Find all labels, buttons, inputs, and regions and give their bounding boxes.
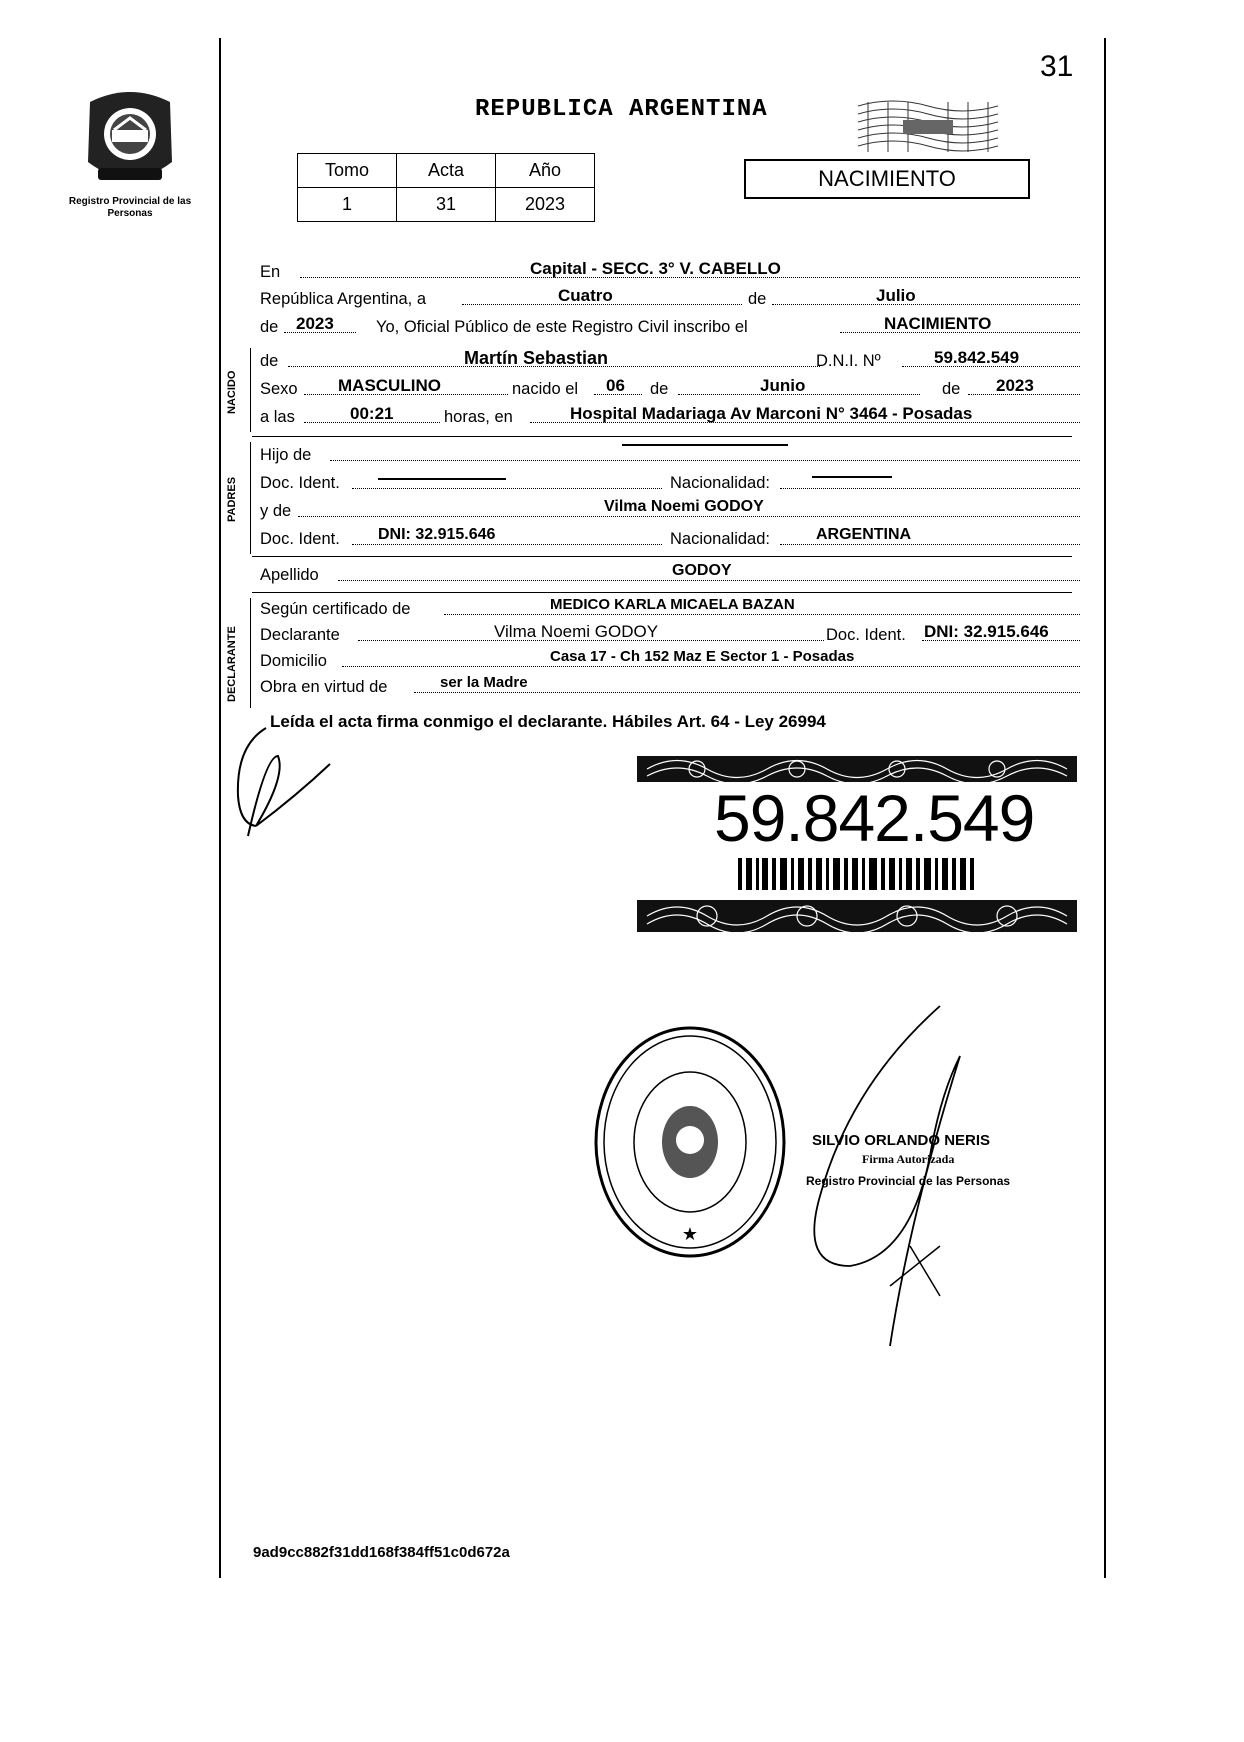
- registry-value-tomo: 1: [298, 188, 397, 222]
- declarante-value: Vilma Noemi GODOY: [494, 622, 659, 641]
- registry-header-acta: Acta: [397, 154, 496, 188]
- province-seal-logo: [80, 82, 180, 194]
- birth-de1-label: de: [650, 380, 669, 398]
- doc1-strike: [378, 478, 506, 480]
- dni-security-band-top: [637, 756, 1077, 782]
- mother-name: Vilma Noemi GODOY: [604, 498, 764, 515]
- declarante-doc-label: Doc. Ident.: [826, 626, 906, 644]
- certificado-label: Según certificado de: [260, 600, 411, 618]
- nac2-label: Nacionalidad:: [670, 530, 770, 548]
- logo-caption: Registro Provincial de las Personas: [68, 196, 192, 219]
- declarante-label: Declarante: [260, 626, 340, 644]
- nacido-el-label: nacido el: [512, 380, 579, 398]
- hijo-de-label: Hijo de: [260, 446, 312, 464]
- country-title: REPUBLICA ARGENTINA: [475, 96, 768, 123]
- horas-label: horas, en: [444, 408, 513, 426]
- birth-place: Hospital Madariaga Av Marconi N° 3464 - Posadas: [570, 404, 973, 423]
- nac1-label: Nacionalidad:: [670, 474, 770, 492]
- declarante-doc-value: DNI: 32.915.646: [924, 622, 1049, 641]
- inscribo-value: NACIMIENTO: [884, 314, 992, 333]
- child-dni: 59.842.549: [934, 348, 1020, 367]
- child-name: Martín Sebastian: [464, 348, 609, 368]
- official-oval-stamp: [592, 1024, 788, 1260]
- obra-value: ser la Madre: [440, 674, 528, 691]
- month-value: Julio: [876, 286, 916, 305]
- birth-month: Junio: [760, 376, 806, 395]
- sexo-label: Sexo: [260, 380, 298, 398]
- nacido-de-label: de: [260, 352, 279, 370]
- svg-text:★: ★: [681, 1224, 699, 1245]
- birth-time: 00:21: [350, 404, 394, 423]
- obra-label: Obra en virtud de: [260, 678, 388, 696]
- domicilio-label: Domicilio: [260, 652, 327, 670]
- declarant-signature: [226, 716, 356, 856]
- registry-value-acta: 31: [397, 188, 496, 222]
- en-label: En: [260, 263, 281, 281]
- birth-year: 2023: [996, 376, 1034, 395]
- signatory-line2: Registro Provincial de las Personas: [806, 1174, 1011, 1188]
- hijo-de-strike: [622, 444, 788, 446]
- apellido-value: GODOY: [672, 562, 732, 579]
- y-de-label: y de: [260, 502, 292, 520]
- dni-barcode: [738, 858, 978, 890]
- registry-value-ano: 2023: [496, 188, 595, 222]
- dni-label: D.N.I. Nº: [816, 352, 881, 370]
- inscribo-text: Yo, Oficial Público de este Registro Civil inscribo el: [376, 318, 748, 336]
- a-las-label: a las: [260, 408, 295, 426]
- de-label: de: [748, 290, 767, 308]
- registry-header-tomo: Tomo: [298, 154, 397, 188]
- domicilio-value: Casa 17 - Ch 152 Maz E Sector 1 - Posadas: [550, 648, 855, 665]
- apellido-label: Apellido: [260, 566, 319, 584]
- mother-nationality: ARGENTINA: [816, 526, 912, 543]
- dni-security-band-bottom: [637, 900, 1077, 932]
- birth-de2-label: de: [942, 380, 961, 398]
- doc2-label: Doc. Ident.: [260, 530, 340, 548]
- birth-day: 06: [606, 376, 625, 395]
- right-margin-line: [1104, 38, 1106, 1578]
- nac1-strike: [812, 476, 892, 478]
- record-type-box: NACIMIENTO: [744, 159, 1030, 199]
- security-emblem: [858, 96, 998, 158]
- closing-note: Leída el acta firma conmigo el declarante. Hábiles Art. 64 - Ley 26994: [270, 712, 826, 731]
- separator-padres-apellido: [252, 556, 1072, 557]
- doc1-label: Doc. Ident.: [260, 474, 340, 492]
- certificado-value: MEDICO KARLA MICAELA BAZAN: [550, 596, 795, 613]
- registry-header-ano: Año: [496, 154, 595, 188]
- dni-label-number: 59.842.549: [714, 781, 1035, 855]
- document-hash: 9ad9cc882f31dd168f384ff51c0d672a: [253, 1544, 510, 1561]
- registry-table: [297, 153, 595, 222]
- sexo-value: MASCULINO: [338, 376, 441, 395]
- signatory-name: SILVIO ORLANDO NERIS: [812, 1132, 991, 1149]
- en-value: Capital - SECC. 3° V. CABELLO: [530, 259, 781, 278]
- republica-label: República Argentina, a: [260, 290, 427, 308]
- page-number: 31: [1040, 50, 1074, 83]
- year-value: 2023: [296, 314, 334, 333]
- separator-nacido-padres: [252, 436, 1072, 437]
- day-value: Cuatro: [558, 286, 613, 305]
- left-margin-line: [219, 38, 221, 1578]
- de-year-label: de: [260, 318, 279, 336]
- separator-apellido-declarante: [252, 592, 1072, 593]
- signatory-line1: Firma Autorizada: [862, 1152, 955, 1166]
- mother-doc: DNI: 32.915.646: [378, 526, 496, 543]
